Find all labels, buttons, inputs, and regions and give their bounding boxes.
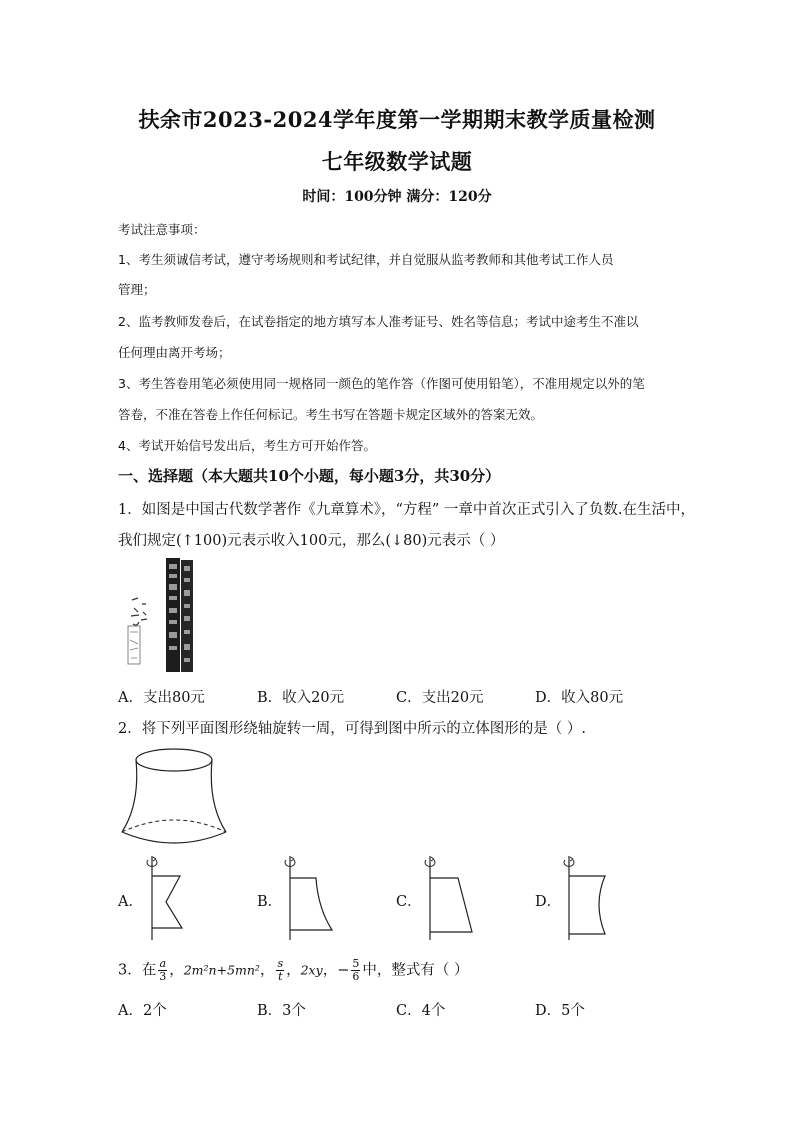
option-d-label: D．: [535, 894, 562, 910]
notice-line: 2、监考教师发卷后，在试卷指定的地方填写本人准考证号、姓名等信息；考试中途考生不准以: [118, 314, 639, 329]
question-2-line1: 2．将下列平面图形绕轴旋转一周，可得到图中所示的立体图形的是（ ）.: [118, 721, 586, 737]
notice-line: 3、考生答卷用笔必须使用同一规格同一颜色的笔作答（作图可使用铅笔），不准用规定以外的笔: [118, 376, 645, 391]
separator: ，: [286, 962, 301, 979]
question-1-line2: 我们规定(↑100)元表示收入100元，那么(↓80)元表示（ ）: [118, 533, 505, 549]
minus-sign: −: [337, 962, 350, 979]
option-a-shape: [140, 850, 190, 942]
expr-a-over-3: [158, 958, 167, 983]
expr-polynomial: 2m²n+5mn²: [183, 962, 260, 978]
notice-line: 4、考试开始信号发出后，考生方可开始作答。: [118, 438, 376, 453]
exam-title: 扶余市2023-2024学年度第一学期期末教学质量检测: [138, 107, 656, 132]
notice-line: 答卷，不准在答卷上作任何标记。考生书写在答题卡规定区域外的答案无效。: [118, 407, 544, 422]
option-d: D．5个: [535, 1003, 585, 1019]
option-c-shape: [418, 850, 478, 942]
separator: ，: [322, 962, 338, 979]
option-b: B．收入20元: [257, 690, 345, 706]
separator: ，: [259, 962, 275, 979]
option-b: B．3个: [257, 1003, 306, 1019]
frac-numerator: a: [159, 957, 167, 970]
question-1-line1: 1．如图是中国古代数学著作《九章算术》，“方程” 一章中首次正式引入了负数.在生活中，: [118, 502, 696, 518]
option-b-shape: [278, 850, 338, 942]
frac-denominator: 6: [352, 970, 360, 983]
option-d: D．收入80元: [535, 690, 624, 706]
option-c: C．支出20元: [396, 690, 484, 706]
exam-meta: 时间：100分钟 满分：120分: [302, 189, 492, 205]
option-a: A．2个: [118, 1003, 167, 1019]
option-c-label: C．: [396, 894, 422, 910]
notice-line: 任何理由离开考场；: [118, 345, 231, 360]
question-3: [118, 958, 468, 983]
option-d-shape: [557, 850, 617, 942]
option-c: C．4个: [396, 1003, 446, 1019]
option-a-label: A．: [118, 894, 143, 910]
section-heading: 一、选择题（本大题共10个小题，每小题3分，共30分）: [118, 467, 501, 485]
option-b-label: B．: [257, 894, 283, 910]
option-a: A．支出80元: [118, 690, 205, 706]
q3-prefix: 3．在: [118, 962, 157, 979]
frac-denominator: 3: [159, 970, 167, 983]
jiuzhang-suanshu-book-image: [118, 556, 198, 676]
revolution-solid-figure: [118, 746, 230, 844]
notice-heading: 考试注意事项：: [118, 222, 206, 237]
frac-numerator: s: [277, 957, 284, 970]
frac-numerator: 5: [352, 957, 360, 970]
exam-subtitle: 七年级数学试题: [321, 149, 473, 174]
q3-suffix: 中，整式有（ ）: [362, 962, 469, 979]
notice-line: 管理；: [118, 282, 156, 297]
separator: ，: [169, 962, 184, 979]
expr-neg-5-over-6: [351, 958, 360, 983]
notice-line: 1、考生须诚信考试，遵守考场规则和考试纪律，并自觉服从监考教师和其他考试工作人员: [118, 252, 614, 267]
expr-s-over-t: [276, 958, 284, 983]
expr-2xy: 2xy: [300, 962, 323, 978]
frac-denominator: t: [278, 970, 283, 983]
